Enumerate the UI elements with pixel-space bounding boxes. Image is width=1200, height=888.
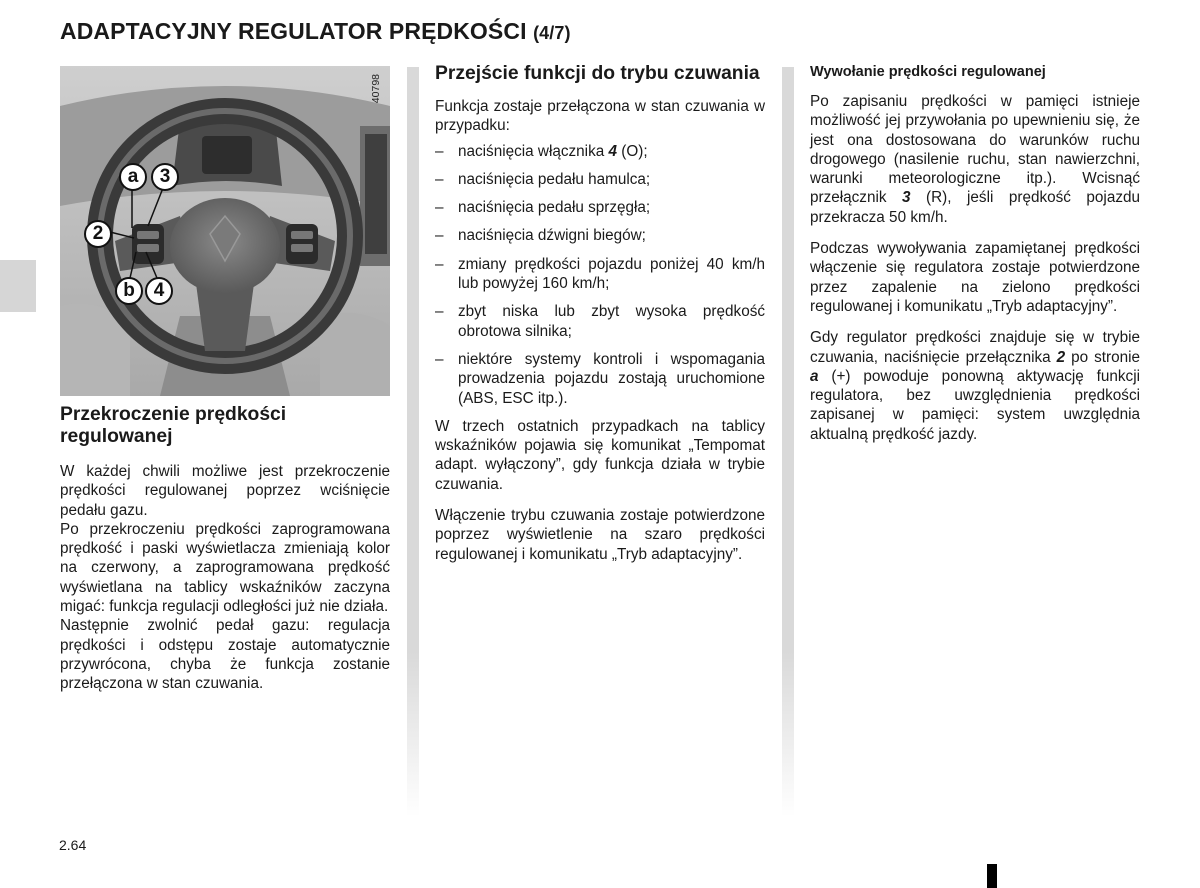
page-number: 2.64 (59, 837, 87, 853)
middle-heading: Przejście funkcji do trybu czuwania (435, 63, 760, 84)
right-paragraph-1 (810, 92, 1140, 227)
left-paragraph-3: Następnie zwolnić pedał gazu: regulacja prędkości i odstępu zostaje automatycznie przywrócona, chyba że funkcja zostanie przełączona w stan czuwania. (60, 617, 390, 693)
middle-intro: Funkcja zostaje przełączona w stan czuwania w przypadku: (435, 98, 765, 135)
dash: – (435, 170, 444, 188)
left-paragraph-1: W każdej chwili możliwe jest przekroczenie prędkości regulowanej poprzez wciśnięcie pedału gazu. (60, 463, 390, 519)
list-item-text: naciśnięcia pedału sprzęgła; (458, 199, 651, 217)
column-divider-2 (782, 67, 794, 817)
callout-4: 4 (145, 277, 173, 305)
dash: – (435, 142, 444, 160)
print-mark (987, 864, 997, 888)
list-item-text: zmiany prędkości pojazdu poniżej 40 km/h lub powyżej 160 km/h; (458, 255, 765, 293)
switch-ref: 4 (608, 142, 618, 160)
middle-paragraph-3: Włączenie trybu czuwania zostaje potwierdzone poprzez wyświetlenie na szaro prędkości regulowanej i komunikatu „Tryb adaptacyjny”. (435, 507, 765, 563)
text-run: po stronie (1071, 348, 1140, 366)
dash: – (435, 303, 444, 321)
middle-paragraph-2: W trzech ostatnich przypadkach na tablicy wskaźników pojawia się komunikat „Tempomat adapt. wyłączony”, gdy funkcja działa w trybie czuwania. (435, 417, 765, 493)
list-item-text: niektóre systemy kontroli i wspomagania prowadzenia pojazdu zostają uruchomione (ABS, ESC itp.). (458, 350, 765, 407)
callout-3: 3 (151, 163, 179, 191)
list-item (435, 198, 765, 217)
list-item (435, 302, 765, 341)
list-item-text: naciśnięcia pedału hamulca; (458, 170, 651, 188)
page-title (60, 18, 571, 45)
column-divider-1 (407, 67, 419, 817)
callout-b: b (115, 277, 143, 305)
middle-column (435, 63, 765, 564)
left-heading: Przekroczenie prędkości regulowanej (60, 404, 287, 447)
dash: – (435, 255, 444, 273)
list-item (435, 226, 765, 245)
text-run: (+) powoduje ponowną aktywację funkcji regulatora, bez uwzględnienia prędkości zapisanej w pamięci: system uwzględnia aktualną prędkość jazdy. (810, 367, 1140, 443)
text-run: Po zapisaniu prędkości w pamięci istnieje możliwość jej przywołania po upewnieniu się, że jest ona dostosowana do warunków ruchu drogowego (nasilenie ruchu, stan nawierzchni, warunki meteorologiczne itp.). Wcisnąć przełącznik (810, 93, 1140, 207)
page-title-fraction: (4/7) (533, 23, 571, 43)
chapter-tab (0, 260, 36, 312)
switch-ref: 3 (902, 189, 911, 207)
list-item (435, 170, 765, 189)
list-item-text: naciśnięcia włącznika (458, 142, 605, 160)
right-paragraph-2: Podczas wywoływania zapamiętanej prędkości włączenie się regulatora zostaje potwierdzone przez zapalenie na zielono prędkości regulowanej i komunikatu „Tryb adaptacyjny”. (810, 240, 1140, 315)
callout-2: 2 (84, 220, 112, 248)
list-item-text: naciśnięcia dźwigni biegów; (458, 227, 646, 245)
figure-id: 40798 (370, 74, 382, 104)
callout-a: a (119, 163, 147, 191)
dash: – (435, 227, 444, 245)
list-item-text: zbyt niska lub zbyt wysoka prędkość obrotowa silnika; (458, 303, 765, 340)
switch-ref: 2 (1056, 348, 1066, 366)
steering-wheel-figure (60, 66, 390, 396)
left-column (60, 404, 390, 694)
dash: – (435, 350, 444, 368)
left-paragraph-2: Po przekroczeniu prędkości zaprogramowana prędkość i paski wyświetlacza zmieniają kolor na czerwony, a zaprogramowana prędkość wyświetlana na tablicy wskaźników zaczyna migać: funkcja regulacji odległości już nie działa. (60, 520, 390, 616)
list-item (435, 255, 765, 294)
switch-side-ref: a (810, 367, 819, 385)
dash: – (435, 199, 444, 217)
list-item (435, 350, 765, 408)
text-run: (R), jeśli prędkość pojazdu przekracza 50 km/h. (810, 189, 1141, 226)
right-heading: Wywołanie prędkości regulowanej (810, 64, 1046, 80)
right-column (810, 63, 1140, 444)
list-item-text: (O); (621, 142, 648, 160)
page-title-main: ADAPTACYJNY REGULATOR PRĘDKOŚCI (60, 18, 527, 44)
standby-conditions-list (435, 142, 765, 408)
right-paragraph-3 (810, 328, 1140, 444)
text-run: Gdy regulator prędkości znajduje się w trybie czuwania, naciśnięcie przełącznika (810, 329, 1140, 366)
list-item (435, 142, 765, 161)
